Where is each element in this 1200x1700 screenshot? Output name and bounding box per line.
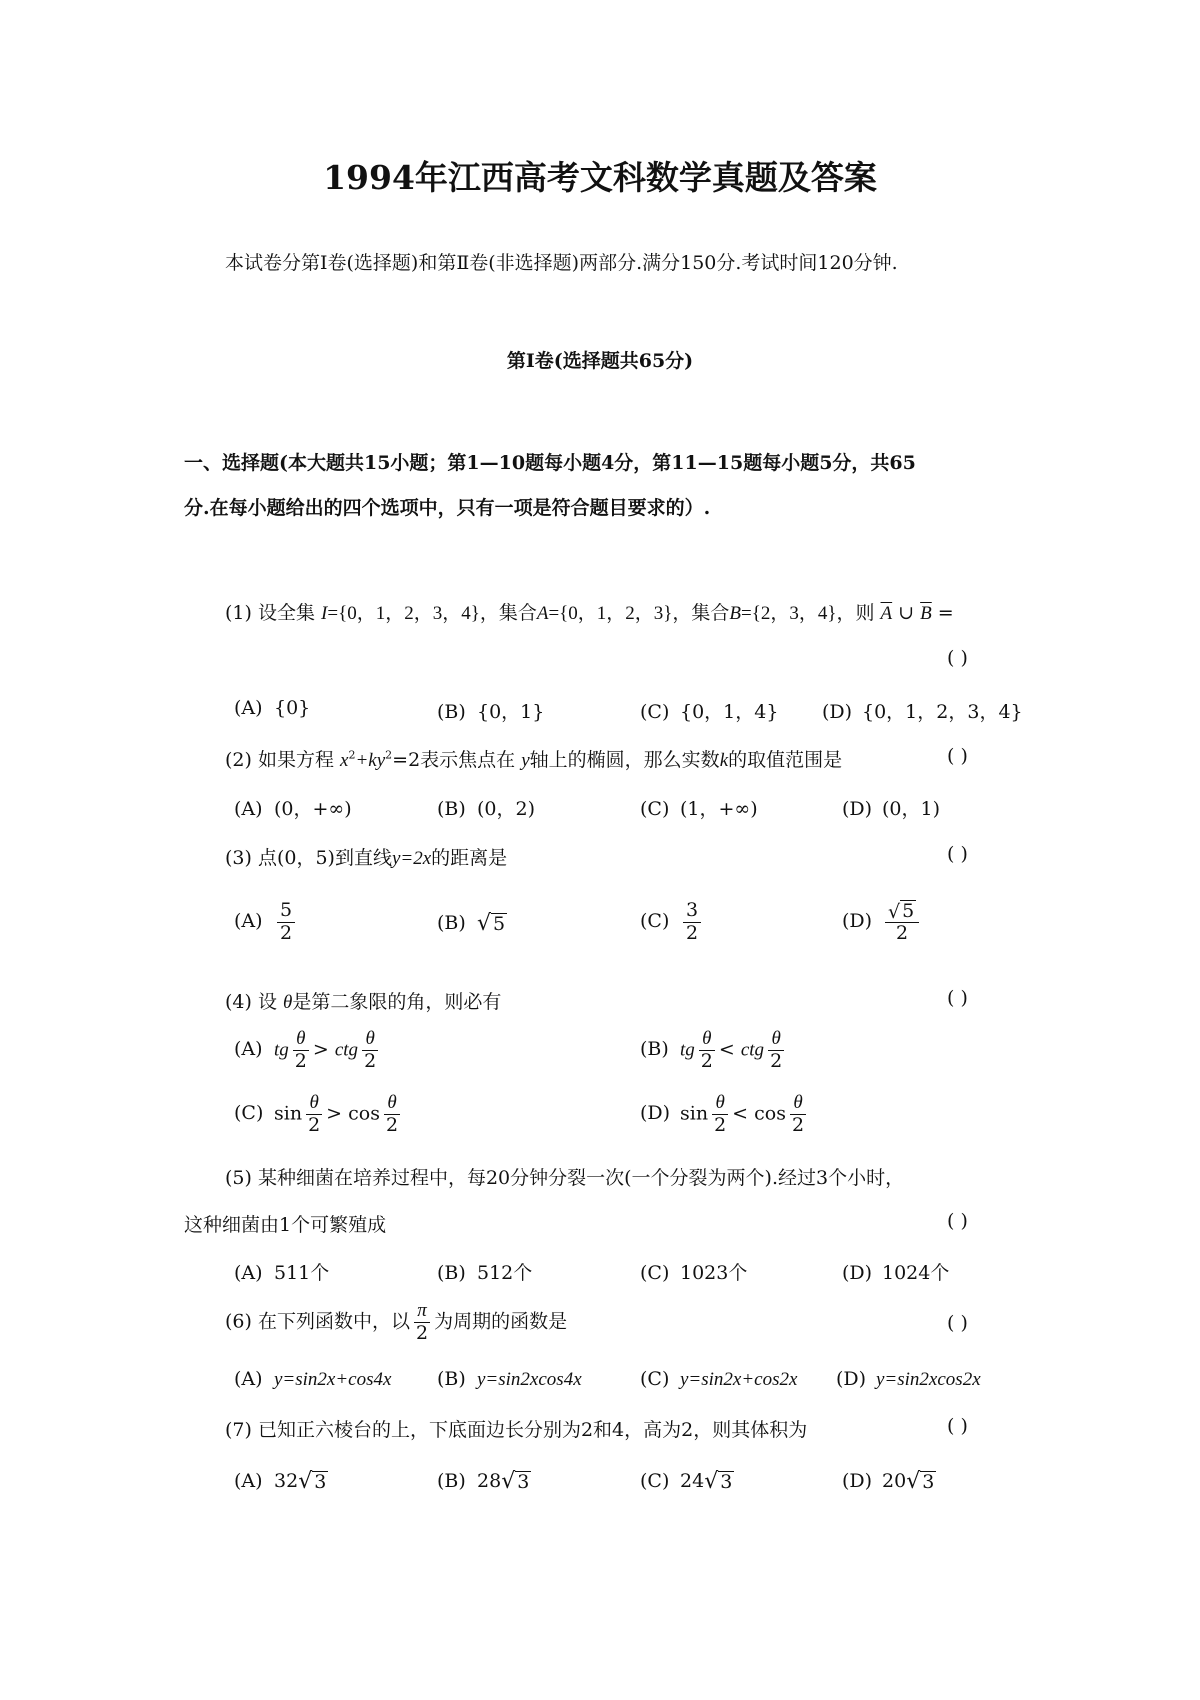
radicand: 3: [922, 1471, 935, 1494]
denominator: 2: [791, 1113, 805, 1136]
option-a: [234, 697, 310, 719]
option-text: {0}: [274, 697, 311, 719]
fraction: [292, 1028, 310, 1073]
question-text: 点(0，5)到直线: [257, 847, 392, 869]
variable-y: y: [521, 750, 530, 771]
option-c: [640, 1470, 734, 1493]
option-label: (B): [437, 1470, 466, 1492]
denominator: 2: [896, 921, 909, 944]
equals-sign: =: [931, 602, 954, 624]
fraction: [305, 1092, 323, 1137]
answer-blank: ( ): [947, 1312, 968, 1334]
fraction: [789, 1092, 807, 1137]
function-name: cos: [348, 1102, 380, 1125]
option-a: [234, 1028, 382, 1073]
option-text: (1，+∞): [680, 798, 758, 820]
option-label: (A): [234, 910, 263, 933]
answer-blank: ( ): [947, 987, 968, 1009]
option-d: [822, 697, 1023, 724]
fraction: [383, 1092, 401, 1137]
question-text: 为周期的函数是: [434, 1310, 568, 1333]
option-label: (A): [234, 1368, 263, 1390]
option-b: [640, 1028, 788, 1073]
numerator: θ: [296, 1028, 306, 1049]
page-title: 1994年江西高考文科数学真题及答案: [323, 158, 877, 197]
option-label: (D): [842, 910, 873, 933]
question-number: (4): [225, 991, 252, 1013]
option-text: {0，1，4}: [680, 701, 779, 723]
option-a: [234, 1258, 329, 1285]
option-label: (D): [640, 1102, 671, 1125]
numerator: θ: [793, 1092, 803, 1113]
question-2: [225, 745, 842, 772]
option-label: (D): [822, 701, 853, 723]
question-text: 的取值范围是: [728, 749, 843, 771]
numerator: 3: [683, 900, 701, 923]
option-text: {0，1}: [477, 701, 545, 723]
option-c: [640, 697, 778, 724]
square-root: √ 3: [704, 1469, 733, 1494]
option-label: (A): [234, 1038, 263, 1061]
question-4: [225, 987, 501, 1014]
section-instructions-line-1: 一、选择题(本大题共15小题；第1—10题每小题4分，第11—15题每小题5分，共65: [184, 452, 916, 474]
option-text: y=sin2xcos2x: [876, 1369, 981, 1390]
question-text: 设: [257, 991, 277, 1013]
question-text: =2表示焦点在: [392, 749, 516, 771]
fraction: [711, 1092, 729, 1137]
question-3: [225, 843, 507, 870]
option-c: [640, 1368, 797, 1391]
option-text: y=sin2xcos4x: [477, 1369, 582, 1390]
option-text: y=sin2x+cos2x: [680, 1369, 798, 1390]
exam-intro: 本试卷分第Ⅰ卷(选择题)和第Ⅱ卷(非选择题)两部分.满分150分.考试时间120分钟.: [225, 252, 898, 274]
answer-blank: ( ): [947, 843, 968, 865]
numerator: θ: [309, 1092, 319, 1113]
coefficient: 28: [477, 1470, 502, 1492]
option-b: [437, 1368, 582, 1391]
option-a: [234, 900, 298, 945]
square-root: √ 3: [906, 1469, 935, 1494]
option-label: (B): [437, 1368, 466, 1390]
question-1: [225, 598, 954, 625]
option-c: [640, 1258, 747, 1285]
part-title: 第Ⅰ卷(选择题共65分): [506, 350, 694, 372]
set-symbol: I: [321, 603, 328, 624]
fraction: [767, 1028, 785, 1073]
option-label: (C): [234, 1102, 264, 1125]
option-d: [640, 1092, 810, 1137]
comparison-operator: <: [718, 1038, 735, 1061]
fraction: [885, 900, 919, 945]
function-name: cos: [754, 1102, 786, 1125]
function-name: ctg: [740, 1039, 765, 1061]
set-symbol: A: [536, 603, 549, 624]
square-root: √ 5: [477, 911, 506, 936]
fraction: [277, 900, 295, 945]
comparison-operator: >: [326, 1102, 343, 1125]
question-text: 如果方程: [257, 749, 334, 771]
fraction: [361, 1028, 379, 1073]
option-label: (B): [437, 701, 466, 723]
question-text: ={0，1，2，3，4}，集合: [327, 603, 537, 624]
radicand: 3: [517, 1471, 530, 1494]
fraction: [683, 900, 701, 945]
radicand: 3: [720, 1471, 733, 1494]
option-b: [437, 1258, 532, 1285]
exponent: 2: [385, 748, 393, 762]
question-number: (3): [225, 847, 252, 869]
option-label: (D): [842, 1470, 873, 1492]
numerator: π: [417, 1300, 427, 1321]
option-label: (C): [640, 1470, 670, 1492]
question-text: 的距离是: [431, 847, 508, 869]
option-label: (A): [234, 697, 263, 719]
denominator: 2: [385, 1113, 399, 1136]
option-d: [842, 1470, 936, 1493]
square-root: √ 3: [298, 1469, 327, 1494]
question-text: 某种细菌在培养过程中，每20分钟分裂一次(一个分裂为两个).经过3个小时，: [257, 1167, 905, 1189]
exponent: 2: [348, 748, 356, 762]
section-instructions-line-2: 分.在每小题给出的四个选项中，只有一项是符合题目要求的）.: [184, 497, 711, 519]
question-5-line-2: 这种细菌由1个可繁殖成: [184, 1214, 387, 1236]
denominator: 2: [714, 1113, 727, 1136]
coefficient: 32: [274, 1470, 299, 1492]
question-number: (7): [225, 1419, 252, 1441]
function-name: sin: [680, 1102, 709, 1125]
option-d: [842, 900, 922, 945]
question-text: 是第二象限的角，则必有: [292, 991, 502, 1013]
question-number: (2): [225, 749, 252, 771]
option-label: (B): [437, 798, 466, 820]
numerator: θ: [387, 1092, 397, 1113]
option-text: 512个: [477, 1262, 533, 1284]
square-root: √ 3: [501, 1469, 530, 1494]
option-a: [234, 1470, 328, 1493]
denominator: 2: [700, 1049, 713, 1072]
coefficient: 24: [680, 1470, 705, 1492]
answer-blank: ( ): [947, 1210, 968, 1232]
coefficient-k: +k: [355, 750, 377, 771]
denominator: 2: [415, 1321, 429, 1344]
comparison-operator: <: [732, 1102, 749, 1125]
numerator: θ: [702, 1028, 712, 1049]
function-name: tg: [680, 1039, 695, 1061]
set-symbol: B: [729, 603, 742, 624]
numerator: θ: [771, 1028, 781, 1049]
question-7: [225, 1415, 807, 1442]
option-label: (B): [640, 1038, 669, 1061]
question-text: 在下列函数中，以: [257, 1310, 410, 1333]
denominator: 2: [770, 1049, 783, 1072]
numerator: θ: [715, 1092, 725, 1113]
question-text: 设全集: [257, 602, 315, 624]
denominator: 2: [686, 921, 699, 944]
radicand: 5: [493, 913, 506, 936]
complement-a: $\overline{A}$: [880, 603, 893, 624]
function-name: tg: [274, 1039, 289, 1061]
coefficient: 20: [882, 1470, 907, 1492]
answer-blank: ( ): [947, 745, 968, 767]
option-text: {0，1，2，3，4}: [862, 701, 1023, 723]
option-d: [842, 1258, 949, 1285]
option-text: 1023个: [680, 1262, 748, 1284]
option-label: (A): [234, 1262, 263, 1284]
option-d: [836, 1368, 981, 1391]
question-number: (1): [225, 602, 252, 624]
line-equation: y=2x: [391, 848, 432, 869]
answer-blank: ( ): [947, 647, 968, 669]
option-label: (C): [640, 1262, 670, 1284]
option-b: [437, 1470, 531, 1493]
question-number: (5): [225, 1167, 252, 1189]
option-label: (D): [842, 798, 873, 820]
denominator: 2: [364, 1049, 377, 1072]
option-label: (C): [640, 1368, 670, 1390]
option-label: (A): [234, 1470, 263, 1492]
option-text: 511个: [274, 1262, 330, 1284]
option-label: (C): [640, 910, 670, 933]
option-a: [234, 1368, 391, 1391]
numerator: θ: [365, 1028, 375, 1049]
option-label: (C): [640, 701, 670, 723]
option-text: (0，2): [477, 798, 536, 820]
denominator: 2: [308, 1113, 321, 1136]
variable-theta: θ: [283, 992, 293, 1013]
question-text: ={0，1，2，3}，集合: [548, 603, 730, 624]
radicand: 5: [902, 900, 915, 923]
option-b: [437, 912, 507, 935]
option-c: [640, 900, 704, 945]
option-text: 1024个: [882, 1262, 950, 1284]
question-text: ={2，3，4}，则: [741, 603, 875, 624]
function-name: sin: [274, 1102, 303, 1125]
numerator: 5: [277, 900, 295, 923]
answer-blank: ( ): [947, 1415, 968, 1437]
variable-x: x: [340, 750, 349, 771]
option-label: (A): [234, 798, 263, 820]
option-c: [234, 1092, 404, 1137]
option-label: (B): [437, 1262, 466, 1284]
option-d: [842, 794, 940, 821]
option-b: [437, 794, 535, 821]
denominator: 2: [280, 921, 293, 944]
question-5: [225, 1163, 904, 1190]
denominator: 2: [294, 1049, 307, 1072]
option-a: [234, 794, 352, 821]
option-text: y=sin2x+cos4x: [274, 1369, 392, 1390]
numerator: √ 5: [885, 900, 919, 923]
option-label: (D): [836, 1368, 867, 1390]
variable-y: y: [376, 750, 386, 771]
variable-k: k: [719, 750, 729, 771]
fraction: [413, 1300, 431, 1345]
option-c: [640, 794, 758, 821]
option-label: (C): [640, 798, 670, 820]
option-text: (0，+∞): [274, 798, 352, 820]
option-label: (B): [437, 912, 466, 934]
question-number: (6): [225, 1310, 252, 1333]
fraction: [698, 1028, 716, 1073]
complement-b: $\overline{B}$: [920, 603, 932, 624]
comparison-operator: >: [312, 1038, 329, 1061]
question-6: [225, 1300, 567, 1345]
question-text: 轴上的椭圆，那么实数: [529, 749, 720, 771]
option-b: [437, 697, 544, 724]
union-symbol: ∪: [892, 602, 921, 624]
question-text: 已知正六棱台的上，下底面边长分别为2和4，高为2，则其体积为: [257, 1419, 808, 1441]
option-label: (D): [842, 1262, 873, 1284]
radicand: 3: [314, 1471, 327, 1494]
option-text: (0，1): [882, 798, 941, 820]
function-name: ctg: [334, 1039, 359, 1061]
